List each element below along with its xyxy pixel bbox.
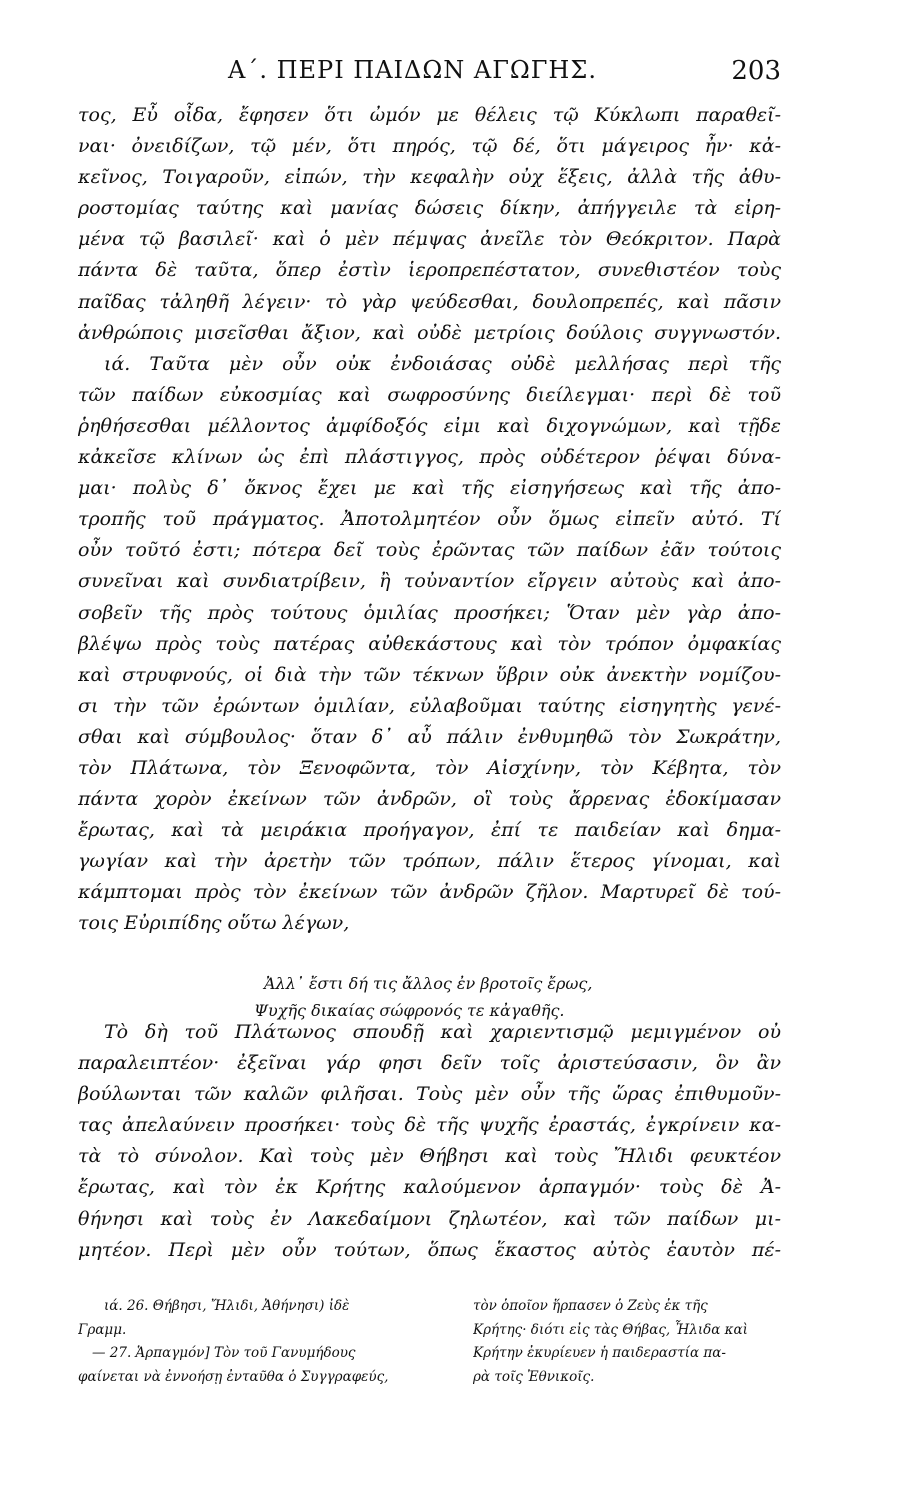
text-line: τας ἀπελαύνειν προσήκει· τοὺς δὲ τῆς ψυχῆς ἐραστάς, ἐγκρίνειν κα- bbox=[78, 1114, 781, 1137]
text-line: τροπῆς τοῦ πράγματος. Ἀποτολμητέον οὖν ὅμως εἰπεῖν αὐτό. Τί bbox=[78, 508, 781, 531]
text-line: πάντα δὲ ταῦτα, ὅπερ ἐστὶν ἱεροπρεπέστατον, συνεθιστέον τοὺς bbox=[78, 259, 781, 282]
text-line: κεῖνος, Τοιγαροῦν, εἰπών, τὴν κεφαλὴν οὐχ ἕξεις, ἀλλὰ τῆς ἀθυ- bbox=[78, 166, 781, 189]
footnote-column-left bbox=[78, 1295, 426, 1389]
text-line: τος, Εὖ οἶδα, ἔφησεν ὅτι ὠμόν με θέλεις τῷ Κύκλωπι παραθεῖ- bbox=[78, 104, 781, 126]
footnote-line: Γραμμ. bbox=[78, 1321, 127, 1338]
text-line: μένα τῷ βασιλεῖ· καὶ ὁ μὲν πέμψας ἀνεῖλε τὸν Θεόκριτον. Παρὰ bbox=[78, 228, 781, 251]
text-line: Τὸ δὴ τοῦ Πλάτωνος σπουδῇ καὶ χαριεντισμῷ μεμιγμένον οὐ bbox=[104, 1021, 781, 1043]
running-title: Α΄. ΠΕΡΙ ΠΑΙΔΩΝ ΑΓΩΓΗΣ. bbox=[228, 56, 597, 84]
text-line: πάντα χορὸν ἐκείνων τῶν ἀνδρῶν, οἳ τοὺς ἄρρενας ἐδοκίμασαν bbox=[78, 788, 781, 811]
text-line: συνεῖναι καὶ συνδιατρίβειν, ἢ τοὐναντίον εἴργειν αὐτοὺς καὶ ἀπο- bbox=[78, 570, 781, 593]
verse-line: Ψυχῆς δικαίας σώφρονός τε κἀγαθῆς. bbox=[254, 1001, 565, 1020]
text-line: οὖν τοῦτό ἐστι; πότερα δεῖ τοὺς ἐρῶντας τῶν παίδων ἐᾶν τούτοις bbox=[78, 539, 781, 562]
main-text-block-2 bbox=[78, 1017, 781, 1266]
footnote-line: τὸν ὁποῖον ἥρπασεν ὁ Ζεὺς ἐκ τῆς bbox=[473, 1298, 708, 1314]
text-line: ἀνθρώποις μισεῖσθαι ἄξιον, καὶ οὐδὲ μετρίοις δούλοις συγγνωστόν. bbox=[78, 321, 781, 344]
text-line: ἔρωτας, καὶ τὸν ἐκ Κρήτης καλούμενον ἁρπαγμόν· τοὺς δὲ Ἀ- bbox=[78, 1176, 781, 1199]
text-line: τῶν παίδων εὐκοσμίας καὶ σωφροσύνης διείλεγμαι· περὶ δὲ τοῦ bbox=[78, 383, 781, 406]
main-text-block-1 bbox=[78, 100, 781, 940]
footnote-column-right bbox=[473, 1295, 783, 1389]
verse-line: Ἀλλ᾽ ἔστι δή τις ἄλλος ἐν βροτοῖς ἔρως, bbox=[264, 974, 593, 993]
text-line: παῖδας τἀληθῆ λέγειν· τὸ γὰρ ψεύδεσθαι, δουλοπρεπές, καὶ πᾶσιν bbox=[78, 290, 781, 313]
text-line: βλέψω πρὸς τοὺς πατέρας αὐθεκάστους καὶ τὸν τρόπον ὀμφακίας bbox=[78, 632, 781, 655]
footnote-line: φαίνεται νὰ ἐννοήσῃ ἐνταῦθα ὁ Συγγραφεύς, bbox=[78, 1368, 389, 1385]
text-line: μητέον. Περὶ μὲν οὖν τούτων, ὅπως ἕκαστος αὐτὸς ἑαυτὸν πέ- bbox=[78, 1238, 781, 1261]
text-line: μαι· πολὺς δ᾽ ὄκνος ἔχει με καὶ τῆς εἰσηγήσεως καὶ τῆς ἀπο- bbox=[78, 477, 781, 500]
text-line: τὰ τὸ σύνολον. Καὶ τοὺς μὲν Θήβησι καὶ τοὺς Ἤλιδι φευκτέον bbox=[78, 1145, 781, 1168]
footnote-line: — 27. Ἁρπαγμόν] Τὸν τοῦ Γανυμήδους bbox=[92, 1345, 356, 1361]
text-line: βούλωνται τῶν καλῶν φιλῆσαι. Τοὺς μὲν οὖν τῆς ὥρας ἐπιθυμοῦν- bbox=[78, 1083, 781, 1106]
text-line: θήνησι καὶ τοὺς ἐν Λακεδαίμονι ζηλωτέον, καὶ τῶν παίδων μι- bbox=[78, 1207, 781, 1230]
text-line: ῥηθήσεσθαι μέλλοντος ἀμφίδοξός εἰμι καὶ διχογνώμων, καὶ τῇδε bbox=[78, 414, 781, 437]
text-line: ιά. Ταῦτα μὲν οὖν οὐκ ἐνδοιάσας οὐδὲ μελλήσας περὶ τῆς bbox=[104, 352, 781, 375]
text-line: ναι· ὀνειδίζων, τῷ μέν, ὅτι πηρός, τῷ δέ, ὅτι μάγειρος ἦν· κἀ- bbox=[78, 135, 781, 158]
footnote-line: Κρήτης· διότι εἰς τὰς Θήβας, Ἦλιδα καὶ bbox=[473, 1321, 748, 1338]
footnote-divider bbox=[78, 1277, 781, 1278]
text-line: σθαι καὶ σύμβουλος· ὅταν δ᾽ αὖ πάλιν ἐνθυμηθῶ τὸν Σωκράτην, bbox=[78, 725, 781, 748]
page-header bbox=[78, 56, 781, 96]
text-line: ροστομίας ταύτης καὶ μανίας δώσεις δίκην, ἀπήγγειλε τὰ εἰρη- bbox=[78, 197, 781, 220]
text-line: κάμπτομαι πρὸς τὸν ἐκείνων τῶν ἀνδρῶν ζῆλον. Μαρτυρεῖ δὲ τού- bbox=[78, 881, 781, 904]
text-line: ἔρωτας, καὶ τὰ μειράκια προήγαγον, ἐπί τε παιδείαν καὶ δημα- bbox=[78, 819, 781, 842]
footnote-line: Κρήτην ἐκυρίευεν ἡ παιδεραστία πα- bbox=[473, 1345, 726, 1361]
text-line: τὸν Πλάτωνα, τὸν Ξενοφῶντα, τὸν Αἰσχίνην, τὸν Κέβητα, τὸν bbox=[78, 756, 781, 779]
text-line: σοβεῖν τῆς πρὸς τούτους ὁμιλίας προσήκει; Ὅταν μὲν γὰρ ἀπο- bbox=[78, 601, 781, 624]
text-line: κἀκεῖσε κλίνων ὡς ἐπὶ πλάστιγγος, πρὸς οὐδέτερον ῥέψαι δύνα- bbox=[78, 446, 781, 469]
text-line: παραλειπτέον· ἐξεῖναι γάρ φησι δεῖν τοῖς ἀριστεύσασιν, ὃν ἂν bbox=[78, 1052, 781, 1075]
text-line: γωγίαν καὶ τὴν ἀρετὴν τῶν τρόπων, πάλιν ἕτερος γίνομαι, καὶ bbox=[78, 850, 781, 873]
footnote-line: ιά. 26. Θήβησι, Ἤλιδι, Ἀθήνησι) ἰδὲ bbox=[104, 1298, 350, 1314]
verse-quotation bbox=[78, 970, 781, 1024]
text-line: σι τὴν τῶν ἐρώντων ὁμιλίαν, εὐλαβοῦμαι ταύτης εἰσηγητὴς γενέ- bbox=[78, 694, 781, 717]
footnote-line: ρὰ τοῖς Ἐθνικοῖς. bbox=[473, 1368, 595, 1385]
text-line: τοις Εὐριπίδης οὕτω λέγων, bbox=[78, 912, 350, 935]
text-line: καὶ στρυφνούς, οἱ διὰ τὴν τῶν τέκνων ὕβριν οὐκ ἀνεκτὴν νομίζου- bbox=[78, 663, 781, 686]
page-number: 203 bbox=[731, 56, 781, 86]
